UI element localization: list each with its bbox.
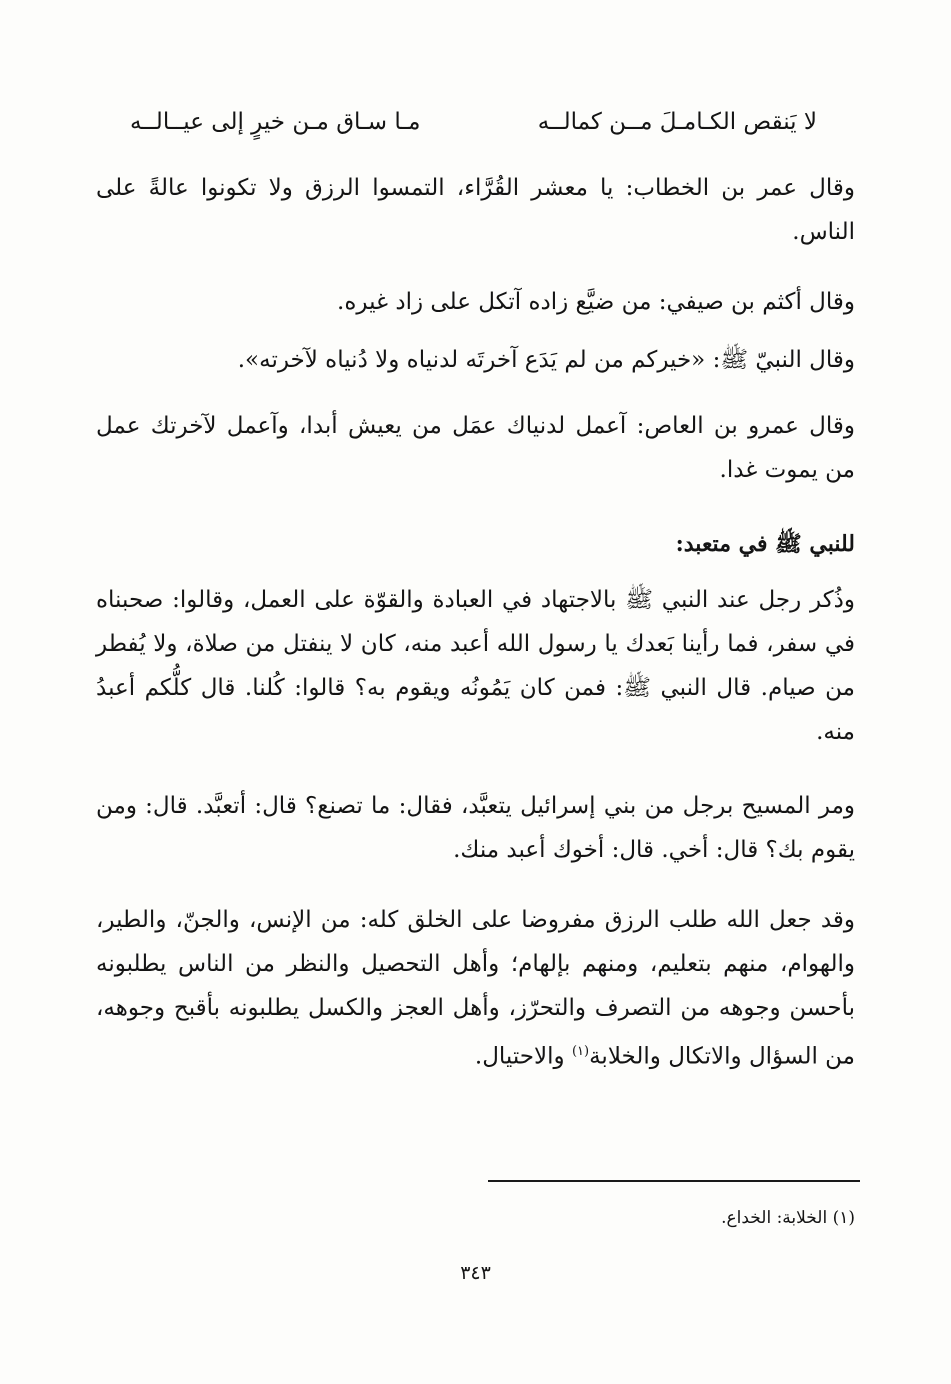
paragraph-provision [96,898,855,1079]
footnote-marker: (١) [571,1044,590,1059]
paragraph-provision-end: والاحتيال. [474,1043,572,1070]
section-heading: للنبي ﷺ في متعبد: [675,531,855,557]
footnote: (١) الخلابة: الخداع. [721,1208,855,1228]
footnote-divider [488,1180,860,1182]
poetry-verse [130,100,817,144]
page-number: ٣٤٣ [460,1262,491,1284]
paragraph-aktham: وقال أكثم بن صيفي: من ضيَّع زاده آتكل على زاد غيره. [337,289,855,315]
paragraph-messiah: ومر المسيح برجل من بني إسرائيل يتعبَّد، فقال: ما تصنع؟ قال: أتعبَّد. قال: ومن يقوم بك؟ قال: أخي. قال: أخوك أعبد منك. [96,793,855,863]
paragraph-prophet-hadith: وقال النبيّ ﷺ: «خيركم من لم يَدَع آخرتَه لدنياه ولا دُنياه لآخرته». [237,347,855,373]
paragraph-provision-text: وقد جعل الله طلب الرزق مفروضا على الخلق كله: من الإنس، والجنّ، والطير، والهوام، منهم بتعليم، ومنهم بإلهام؛ وأهل التحصيل والنظر من الناس يطلبونه بأحسن وجوهه من التصرف والتحرّز، وأهل العجز والكسل يطلبونه بأقبح وجوهه، من السؤال والاتكال والخلابة [96,907,855,1070]
paragraph-worshipper: وذُكر رجل عند النبي ﷺ بالاجتهاد في العبادة والقوّة على العمل، وقالوا: صحبناه في سفر، فما رأينا بَعدك يا رسول الله أعبد منه، كان لا ينفتل من صلاة، ولا يُفطر من صيام. قال النبي ﷺ: فمن كان يَمُونُه ويقوم به؟ قالوا: كُلنا. قال كلُّكم أعبدُ منه. [96,587,855,745]
verse-second-hemistich: مـا سـاق مـن خيرٍ إلى عيــالــه [130,109,421,135]
paragraph-amr: وقال عمرو بن العاص: آعمل لدنياك عمَل من يعيش أبدا، وآعمل لآخرتك عمل من يموت غدا. [96,413,855,483]
paragraph-umar: وقال عمر بن الخطاب: يا معشر القُرَّاء، التمسوا الرزق ولا تكونوا عالةً على الناس. [96,175,855,245]
verse-first-hemistich: لا يَنقص الكـامـلَ مــن كمالــه [537,109,817,135]
